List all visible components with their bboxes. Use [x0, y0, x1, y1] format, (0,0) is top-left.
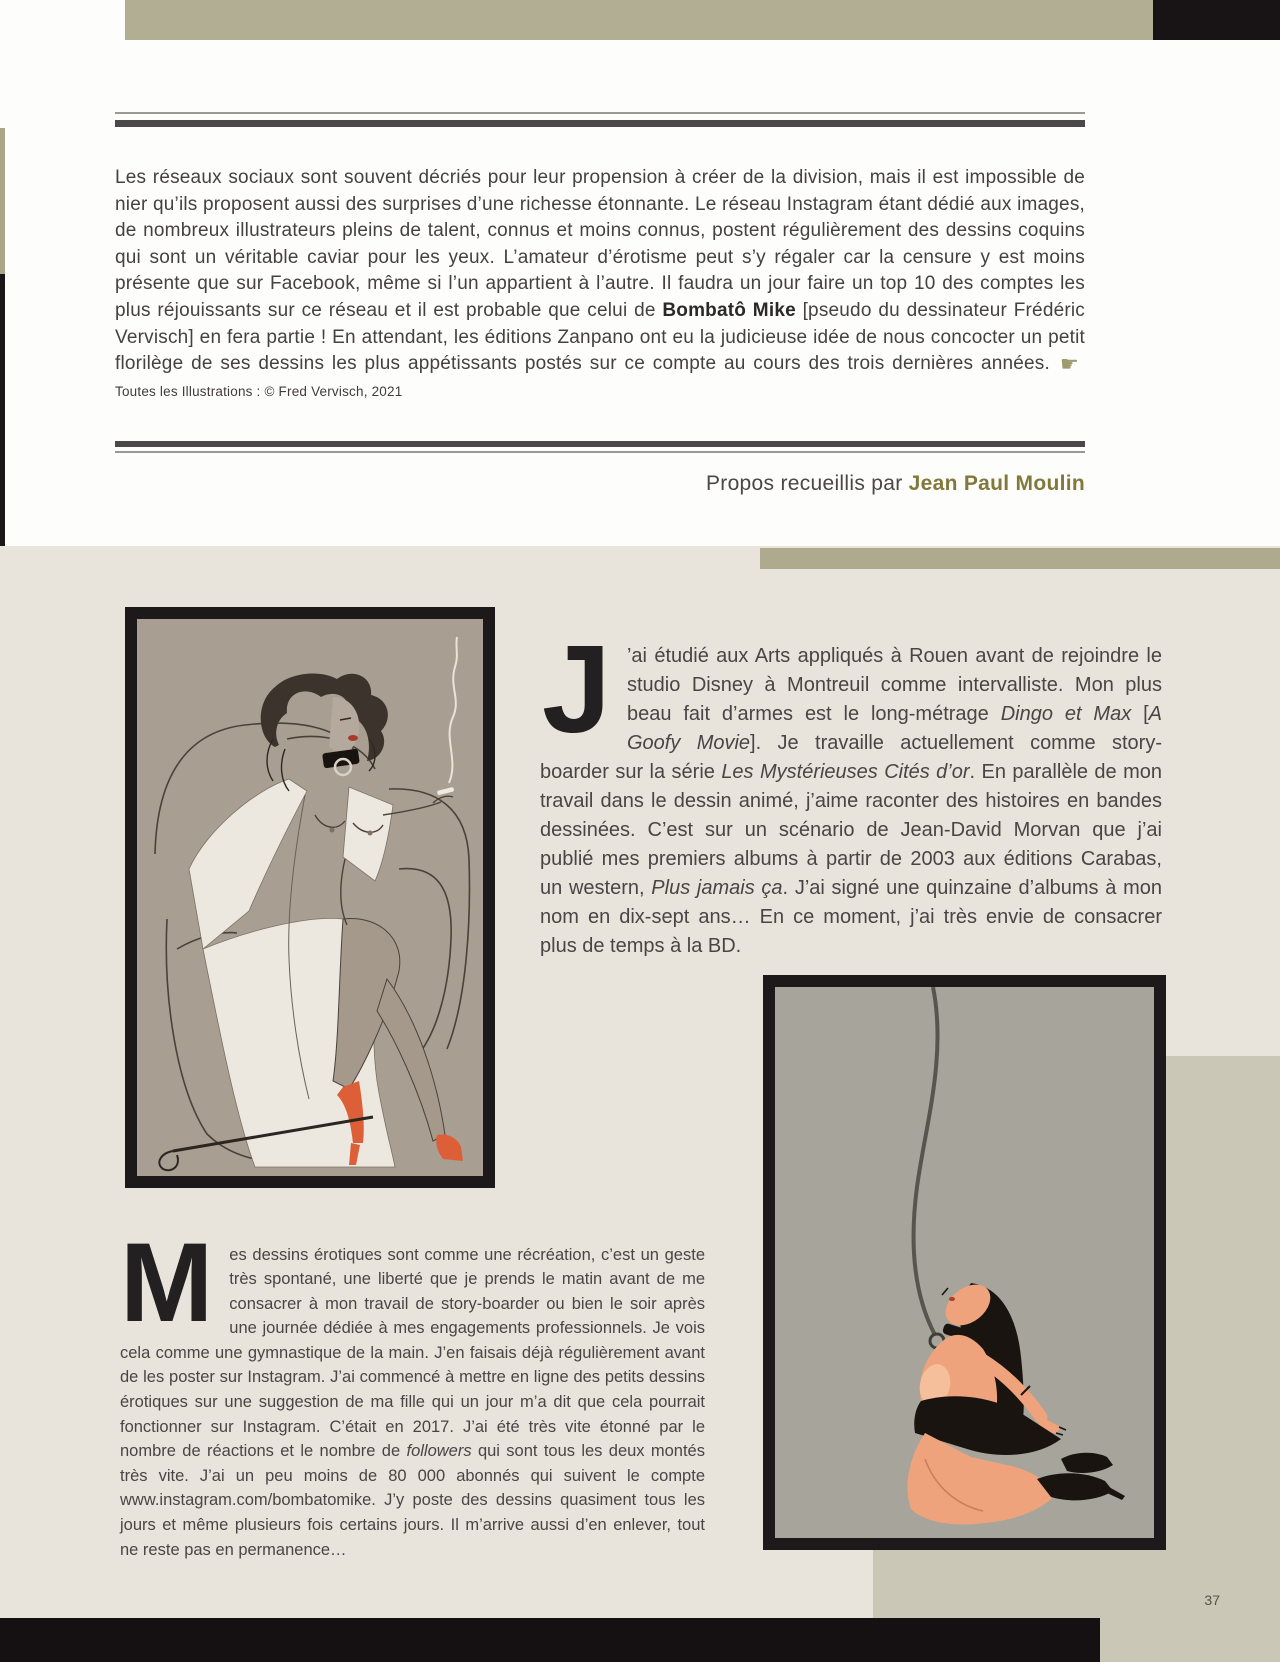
- lips: [949, 1297, 955, 1301]
- armchair-illustration: [137, 619, 483, 1176]
- olive-accent-strip: [760, 548, 1280, 569]
- intro-text: Les réseaux sociaux sont souvent décriés pour leur propension à créer de la division, mais il est impossible de nier qu’ils proposent aussi des surprises d’une richesse étonnante. Le réseau Instagram étant dédié aux images, de nombreux illustrateurs pleins de talent, connus et moins connus, postent régulièrement des dessins coquins qui sont un véritable caviar pour les yeux. L’amateur d’érotisme peut s’y régaler car la censure y est moins présente que sur Facebook, même si l’un appartient à l’autre. Il faudra un jour faire un top 10 des comptes les plus réjouissants sur ce réseau et il est probable que celui de Bombatô Mike [pseudo du dessinateur Frédéric Vervisch] en fera partie ! En attendant, les éditions Zanpano ont eu la judicieuse idée de nous concocter un petit florilège de ses dessins les plus appétissants postés sur ce compte au cours des trois dernières années.: [115, 167, 1086, 375]
- page-number: 37: [1204, 1592, 1220, 1608]
- answer-paragraph-1: [540, 621, 1163, 961]
- left-edge-black-strip: [0, 274, 5, 546]
- bottom-accent-bar: [0, 1618, 1100, 1662]
- top-corner-block: [1153, 0, 1280, 40]
- figure-detail-dot: [330, 828, 335, 833]
- left-edge-olive-strip: [0, 128, 5, 274]
- top-double-rule-thin: [115, 112, 1085, 114]
- byline-prefix: Propos recueillis par: [705, 472, 903, 495]
- dropcap-m: M: [120, 1219, 214, 1345]
- byline: [115, 472, 1085, 496]
- bottom-double-rule-thin: [115, 451, 1085, 453]
- illustration-credit: Toutes les Illustrations : © Fred Vervisch, 2021: [115, 383, 403, 399]
- bottom-double-rule-thick: [115, 441, 1085, 447]
- leash-illustration-frame: [763, 975, 1166, 1550]
- dropcap-j: J: [542, 621, 611, 759]
- answer-paragraph-2: [120, 1219, 705, 1563]
- top-double-rule-thick: [115, 120, 1085, 127]
- top-accent-bar: [125, 0, 1153, 40]
- intro-paragraph: [115, 165, 1085, 405]
- armchair-illustration-frame: [125, 607, 495, 1188]
- pointing-hand-icon: ☛: [1059, 353, 1079, 377]
- leash-illustration: [775, 987, 1154, 1538]
- answer-2-text: es dessins érotiques sont comme une récréation, c’est un geste très spontané, une liberté que je prends le matin avant de me consacrer à mon travail de story-boarder ou bien le soir après une journée dédiée à mes engagements professionnels. Je vois cela comme une gymnastique de la main. J’en faisais déjà régulièrement avant de les poster sur Instagram. J’ai commencé à mettre en ligne des petits dessins érotiques sur une suggestion de ma fille qui un jour m’a dit que cela pourrait fonctionner sur Instagram. C’était en 2017. J’ai été très vite étonné par le nombre de réactions et le nombre de followers qui sont tous les deux montés très vite. J’ai un peu moins de 80 000 abonnés qui suivent le compte www.instagram.com/bombatomike. J’y poste des dessins quasiment tous les jours et même plusieurs fois certains jours. Il m’arrive aussi d’en enlever, tout ne reste pas en permanence…: [120, 1245, 705, 1559]
- byline-author: Jean Paul Moulin: [908, 472, 1085, 495]
- red-lips: [348, 735, 358, 741]
- figure-detail-dot: [368, 831, 373, 836]
- answer-1-text: ’ai étudié aux Arts appliqués à Rouen avant de rejoindre le studio Disney à Montreuil comme intervalliste. Mon plus beau fait d’armes est le long-métrage Dingo et Max [A Goofy Movie]. Je travaille actuellement comme story-boarder sur la série Les Mystérieuses Cités d’or. En parallèle de mon travail dans le dessin animé, j’aime raconter des histoires en bandes dessinées. C’est sur un scénario de Jean-David Morvan que j’ai publié mes premiers albums à partir de 2003 aux éditions Carabas, un western, Plus jamais ça. J’ai signé une quinzaine d’albums à mon nom en dix-sept ans… En ce moment, j’ai très envie de consacrer plus de temps à la BD.: [540, 645, 1163, 957]
